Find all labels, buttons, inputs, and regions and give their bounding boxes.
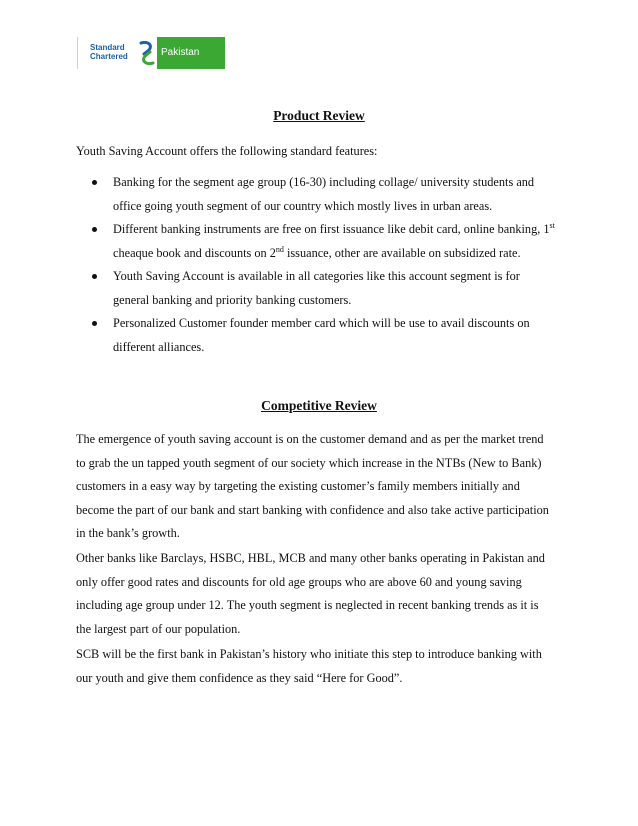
paragraph-line: The emergence of youth saving account is on the customer demand and as per the market trend: [76, 432, 544, 446]
paragraph-line: the largest part of our population.: [76, 621, 241, 636]
feature-line: Banking for the segment age group (16-30) including collage/ university students and: [113, 175, 535, 189]
paragraph-line: including age group under 12. The youth segment is neglected in recent banking trends as it is: [76, 598, 539, 612]
bullet-icon: [92, 180, 97, 185]
feature-line: Personalized Customer founder member card which will be use to avail discounts on: [113, 316, 530, 330]
paragraph-line: in the bank’s growth.: [76, 526, 180, 540]
competitive-paragraph: [76, 547, 566, 641]
product-review-heading: Product Review: [273, 108, 365, 123]
paragraph-line: customers in a easy way by targeting the existing customer’s family members initially and: [76, 479, 520, 493]
bullet-icon: [92, 274, 97, 279]
feature-line: different alliances.: [113, 339, 205, 354]
feature-line: [113, 242, 568, 266]
product-review-intro: Youth Saving Account offers the following standard features:: [76, 144, 378, 158]
feature-line: [113, 218, 568, 242]
logo-country-panel: [157, 37, 225, 69]
standard-chartered-mark-icon: [138, 41, 156, 65]
paragraph-line: become the part of our bank and start banking with confidence and also take active participation: [76, 502, 549, 517]
paragraph-line: our youth and give them confidence as they said “Here for Good”.: [76, 670, 403, 685]
logo-brand-line2: Chartered: [90, 52, 128, 61]
feature-line: office going youth segment of our country which mostly lives in urban areas.: [113, 198, 493, 213]
feature-line: Youth Saving Account is available in all categories like this account segment is for: [113, 269, 520, 283]
feature-item: [88, 265, 568, 312]
logo-country-label: Pakistan: [161, 47, 200, 58]
standard-chartered-pakistan-logo: [77, 37, 225, 69]
feature-item: [88, 218, 568, 265]
bullet-icon: [92, 321, 97, 326]
competitive-paragraph: [76, 643, 566, 690]
product-features-list: [88, 171, 568, 359]
paragraph-line: to grab the un tapped youth segment of our society which increase in the NTBs (New to Bank): [76, 455, 542, 470]
ordinal-suffix: st: [549, 220, 555, 230]
competitive-paragraph: [76, 428, 566, 546]
feature-text: cheaque book and discounts on 2: [113, 245, 276, 260]
logo-brand-line1: Standard: [90, 43, 125, 52]
paragraph-line: Other banks like Barclays, HSBC, HBL, MCB and many other banks operating in Pakistan and: [76, 551, 545, 565]
feature-item: [88, 171, 568, 218]
competitive-review-heading: Competitive Review: [261, 398, 377, 413]
paragraph-line: only offer good rates and discounts for old age groups who are above 60 and young saving: [76, 574, 522, 589]
feature-item: [88, 312, 568, 359]
feature-text: Different banking instruments are free on first issuance like debit card, online banking, 1: [113, 222, 550, 236]
paragraph-line: SCB will be the first bank in Pakistan’s history who initiate this step to introduce banking with: [76, 647, 542, 661]
bullet-icon: [92, 227, 97, 232]
ordinal-suffix: nd: [275, 244, 284, 254]
feature-text: issuance, other are available on subsidized rate.: [283, 245, 521, 260]
logo-brand-panel: [77, 37, 158, 69]
feature-line: general banking and priority banking customers.: [113, 292, 352, 307]
